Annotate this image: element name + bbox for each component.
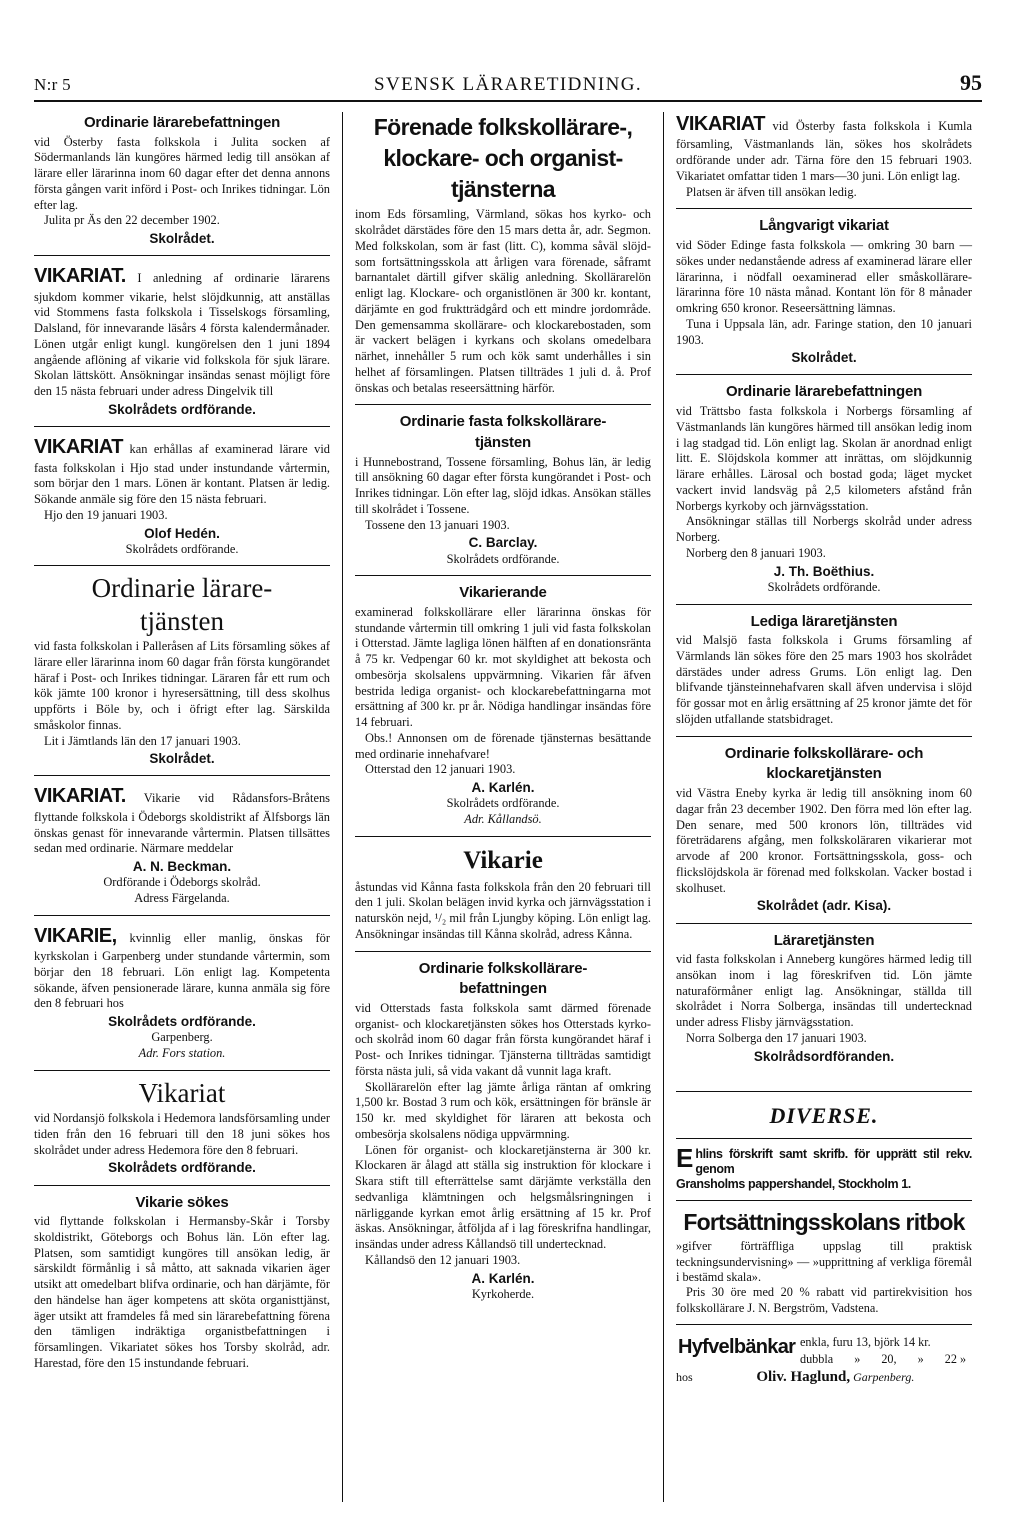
ad-body: vid Otterstads fasta folkskola samt därmed förenade organist- och klockaretjänsten sökes hos Otterstads kyrko- och skolråd inom 60 dagar från första kungörandet häraf i Post- och Inrikes tidningar. Tjänsterna tillträdas samtidigt första nästa juli, så vida vakant då vunnit laga kraft. <box>355 1000 651 1078</box>
table-row <box>678 1335 970 1350</box>
ad-body: vid flyttande folkskolan i Hermansby-Skår i Torsby skoldistrikt, Göteborgs och Bohus län. Lön efter lag. Platsen, som samtidigt kungöres till ansökan ledig, är särskildt förmånlig i så måtto, att saknada vikarien äger utsikt att omedelbart blifva ordinarie, och han därjämte, för den händelse han äger kompetens att sköta organisttjänst, äger utsikt att framdeles få med sin lärarebefattning förena den tämligen indräktiga organistbefattningen i församlingen. Vikariatet sökes hos Torsby skolråd, adr. Harestad, före den 15 instundande februari. <box>34 1214 330 1370</box>
ad-body <box>676 112 972 185</box>
ad-body: vid Västra Eneby kyrka är ledig till ansökning inom 60 dagar från 23 december 1902. Den förra med lön efter lag. Den senare, med 500 kronors lön, tillträdes vid företrädarens afgång, men folkskoläraren vikarierar mot arvode af 200 kronor. Fortsättningsskola, goss- och flickslöjdskola är förenad med folkskolan. Vacker bostad i skolhuset. <box>676 786 972 895</box>
ad-signature: A. Karlén. <box>471 780 535 796</box>
ad-signature-role: Skolrådets ordförande. <box>446 551 560 566</box>
divider <box>355 404 651 405</box>
divider <box>676 1091 972 1092</box>
ad-vikariat-tisselskog <box>34 264 330 418</box>
ad-place-date: Lit i Jämtlands län den 17 januari 1903. <box>44 733 241 748</box>
ad-body: »gifver förträffliga uppslag till praktisk teckningsundervisning» — »upprittning af verkliga föremål i bestämd skala». <box>676 1239 972 1285</box>
ad-vikariat-hjo <box>34 435 330 557</box>
ad-signature: C. Barclay. <box>468 535 538 551</box>
ad-ordinarie-folkskollarare-klockaretjansten-vastra-eneby <box>676 745 972 915</box>
ad-forenade-tjansterna-eds <box>355 115 651 396</box>
ad-body-text: vid Österby fasta folkskola i Kumla församling, Västmanlands län, sökes hos skolrådets ordförande under adr. Tärna före den 15 februari 1903. Vikariatet omfattar tiden 1 mars—30 juni. Lön enligt lag. <box>676 119 972 183</box>
ad-body: åstundas vid Kånna fasta folkskola från den 20 februari till den 1 juli. Skolan belägen invid kyrka och järnvägsstation i naturskön nejd, ¹/₂ mil från Ljungby köping. Lön enligt lag. Ansökningar insändas till Kånna skolråd, adress Kånna. <box>355 879 651 941</box>
ad-signature: Skolrådets ordförande. <box>108 1160 256 1176</box>
ad-footer-place: Garpenberg. <box>853 1370 915 1385</box>
ad-vikarie-garpenberg <box>34 924 330 1062</box>
ad-body-text: kvinnlig eller manlig, önskas för kyrkskolan i Garpenberg under stundande vårtermin, som börjar den 18 februari. Lön enligt lag. Kompetenta sökande, äfven pensionerade lärare, kunna anmäla sig före den 8 februari hos <box>34 930 330 1011</box>
ad-heading-line2: klockare- och organist- <box>383 144 623 171</box>
ad-runin-heading: VIKARIAT. <box>34 265 126 288</box>
divider <box>355 836 651 837</box>
ad-runin-heading: VIKARIE, <box>34 924 117 947</box>
ad-vikariat-kumla <box>676 112 972 200</box>
divider <box>355 951 651 952</box>
ad-ordinarie-lararetjansten-pallerasen <box>34 574 330 767</box>
ad-signature-address: Adress Färgelanda. <box>134 891 230 905</box>
ad-body: vid Malsjö fasta folkskola i Grums församling af Värmlands län sökes före den 25 mars 1903 hos skolrådet därstädes under adress Grums. Lön enligt lag. Den blifvande tjänsteinnehafvaren skall äfven undervisa i slöjd för gossar mot en årlig ersättning af 25 kronor jämte det för slöjden utfallande statsbidraget. <box>676 633 972 726</box>
divider <box>676 736 972 737</box>
ad-ordinarie-lararebefattningen-norberg <box>676 383 972 595</box>
column-2 <box>355 112 651 1502</box>
ad-title: Fortsättningsskolans ritbok <box>683 1208 965 1235</box>
ad-signature: Skolrådsordföranden. <box>753 1048 895 1064</box>
divider <box>676 208 972 209</box>
ad-body: vid Nordansjö folkskola i Hedemora landsförsamling under tiden från den 16 februari till den 18 juni sökes hos skolrådet under adress Hedemora före den 8 februari. <box>34 1111 330 1157</box>
divider <box>676 1200 972 1201</box>
ad-place-date: Kållandsö den 12 januari 1903. <box>365 1252 521 1267</box>
ad-place-date: Julita pr Äs den 22 december 1902. <box>44 213 220 228</box>
ad-dropcap: E <box>676 1142 694 1173</box>
ad-signature: Skolrådet. <box>791 350 857 366</box>
ad-heading: Vikariat <box>138 1077 226 1108</box>
ad-body-note: Obs.! Annonsen om de förenade tjänsternas besättande med ordinarie innehafvare! <box>355 730 651 761</box>
ad-body: examinerad folkskollärare eller lärarinna önskas för stundande vårtermin till omkring 1 juli vid fasta folkskolan i Otterstad. Jämte lagliga lönen hälften af en donationsränta å 75 kr. Vedpengar 60 kr. mot skyldighet att bekosta och ombesörja skolsalens uppvärmning. Vikarien får äfven bestrida lediga organist- och klockarebefattningarna mot ersättning af 300 kr. pr år. Nödiga handlingar insändas före 14 februari. <box>355 604 651 730</box>
ad-signature: A. N. Beckman. <box>132 859 232 875</box>
ad-heading-line1: Ordinarie folkskollärare- <box>418 959 588 977</box>
masthead <box>34 70 982 102</box>
divider <box>676 923 972 924</box>
ad-footer-name: Oliv. Haglund, <box>756 1369 851 1386</box>
ad-runin-heading: VIKARIAT <box>676 113 765 135</box>
divider <box>34 565 330 566</box>
ad-lararetjansten-anneberg <box>676 932 972 1065</box>
ad-vikarie-kanna <box>355 845 651 943</box>
divider <box>34 255 330 256</box>
ad-signature: Skolrådets ordförande. <box>108 401 256 417</box>
ad-signature: Olof Hedén. <box>144 525 220 541</box>
ad-heading-line3: tjänsterna <box>451 175 555 202</box>
divider <box>34 426 330 427</box>
ad-langvarigt-vikariat-soder-edinge <box>676 217 972 366</box>
ad-heading-line1: Förenade folkskollärare-, <box>373 114 633 140</box>
ad-place-date: Norra Solberga den 17 januari 1903. <box>686 1030 867 1045</box>
divider <box>34 775 330 776</box>
column-rule <box>342 112 343 1502</box>
ad-body-2: Pris 30 öre med 20 % rabatt vid partirekvisition hos folkskollärare J. N. Bergström, Vadstena. <box>676 1285 972 1315</box>
ad-heading: Lediga läraretjänsten <box>750 612 898 630</box>
divider <box>676 1138 972 1139</box>
ad-place-date: Otterstad den 12 januari 1903. <box>365 762 516 777</box>
ad-signature: Skolrådets ordförande. <box>108 1014 256 1030</box>
ad-signature-role: Skolrådets ordförande. <box>125 541 239 556</box>
ad-signature-role: Skolrådets ordförande. <box>767 579 881 594</box>
ad-heading-line2: tjänsten <box>140 605 224 636</box>
price-table <box>676 1333 972 1368</box>
ad-place-date: Tuna i Uppsala län, adr. Faringe station, den 10 januari 1903. <box>676 316 972 347</box>
ad-signature: J. Th. Boëthius. <box>773 563 875 579</box>
ad-line-2: Gransholms pappershandel, Stockholm 1. <box>676 1176 911 1191</box>
price-row-2: dubbla » 20, » 22 » <box>799 1351 967 1366</box>
ad-body <box>34 784 330 857</box>
ad-place-date: Tossene den 13 januari 1903. <box>365 517 510 532</box>
ad-runin-heading: VIKARIAT. <box>34 785 126 808</box>
ad-heading: Vikarie sökes <box>135 1193 229 1211</box>
ad-title: Hyfvelbänkar <box>678 1336 796 1359</box>
ad-body <box>34 924 330 1012</box>
ad-heading: Långvarigt vikariat <box>759 217 889 235</box>
divider <box>355 575 651 576</box>
ad-ehlins-forskrift <box>676 1142 972 1192</box>
publication-title: SVENSK LÄRARETIDNING. <box>374 74 642 95</box>
ad-body: vid fasta folkskolan i Anneberg kungöres härmed ledig till ansökan inom i lag föreskrifven tid. Lön jämte naturaförmåner enligt lag. Ansökningar, ställda till skolrådet i Norra Solberga, insändas till undertecknad under adress Flisby järnvägsstation. <box>676 952 972 1030</box>
column-rule <box>663 112 664 1502</box>
ad-signature-address: Adr. Fors station. <box>138 1046 226 1061</box>
divider <box>676 604 972 605</box>
ad-vikariat-odeborg <box>34 784 330 906</box>
ad-place-date: Norberg den 8 januari 1903. <box>686 545 826 560</box>
ad-heading-line1: Ordinarie folkskollärare- och <box>724 744 924 762</box>
ad-runin-heading: VIKARIAT <box>34 436 123 459</box>
divider <box>676 1324 972 1325</box>
ad-heading-line2: tjänsten <box>475 433 531 451</box>
ad-heading: Vikarierande <box>459 584 547 602</box>
ad-signature-address: Adr. Kållandsö. <box>464 812 542 827</box>
ad-heading: Ordinarie lärarebefattningen <box>725 383 923 401</box>
ad-ordinarie-folkskollararebefattningen-otterstad <box>355 960 651 1303</box>
ad-body: vid fasta folkskolan i Palleråsen af Lits församling sökes af lärare eller lärarinna inom 60 dagar från första kungörandet häraf i Post- och Inrikes tidningar. Läraren får ett rum och kök jämte 100 kronor i hyresersättning, till dess skolhus uppförts i Böle by, och i öfrigt efter lag. Särskilda småskolor finnas. <box>34 639 330 732</box>
ad-lediga-lararetjansten-malsjo <box>676 613 972 728</box>
ad-heading: Vikarie <box>463 846 543 874</box>
ad-footer-prefix: hos <box>676 1370 693 1385</box>
column-container <box>34 112 982 1502</box>
section-heading-diverse: DIVERSE. <box>769 1102 879 1128</box>
ad-signature-role: Kyrkoherde. <box>471 1286 535 1301</box>
ad-ordinarie-fasta-folkskollarartjansten-tossene <box>355 413 651 567</box>
divider <box>34 915 330 916</box>
ad-body-2: Skollärarelön efter lag jämte årliga räntan af omkring 1,500 kr. Bostad 3 rum och kök, ersättningen för bränsle är 150 kr. med skyldighet för läraren att bekosta och ombesörja skolsalens nödiga uppvärmning. <box>355 1079 651 1141</box>
ad-line-1: hlins förskrift samt skrifb. för upprätt stil rekv. genom <box>695 1146 972 1176</box>
ad-body <box>34 264 330 400</box>
ad-body-3: Lönen för organist- och klockaretjänsterna är 300 kr. Klockaren är ålagd att ställa sig instruktion för klockare i Skara stift till efterrättelse samt därjämte verkställa den sedvanliga klämtningen och helgsmålsringningen i närliggande kyrkan emot årlig ersättning af 15 kr. Prof äskas. Ansökningar, åtföljda af i lag föreskrifna handlingar, insändas under adress Kållandsö till undertecknad. <box>355 1142 651 1252</box>
ad-signature-place: Garpenberg. <box>151 1030 213 1045</box>
ad-signature: Skolrådet. <box>149 751 215 767</box>
divider <box>34 1070 330 1071</box>
ad-heading-line1: Ordinarie lärare- <box>91 573 273 604</box>
ad-signature: Skolrådet. <box>149 231 215 247</box>
ad-body: vid Trättsbo fasta folkskola i Norbergs församling af Västmanlands län kungöres härmed till ansökan ledig inom i lag stadgad tid. Lön enligt lag. Skolan är anordnad enligt litt. E. Slöjdskola kommer att inrättas, om slöjdkunnig lärare erhålles. Lärosal och bostad goda; läget mycket vackert invid landsväg på 2,5 kilometers afstånd från Norbergs kyrkoby och järnvägsstation. <box>676 404 972 513</box>
ad-body: vid Söder Edinge fasta folkskola — omkring 30 barn — sökes under nedanstående adress af examinerad lärare eller lärarinna, i nödfall oexaminerad eller småskollärare-lärarinna före 10 nästa månad. Kontant lön för 8 månader omkring 650 kronor. Reseersättning lämnas. <box>676 238 972 316</box>
ad-body: i Hunnebostrand, Tossene församling, Bohus län, är ledig till ansökning 60 dagar efter första kungörandet i Post- och Inrikes tidningar. Lön efter lag, slöjd idkas. Ansökan ställes till skolrådet i Tossene. <box>355 454 651 516</box>
ad-body-2: Ansökningar ställas till Norbergs skolråd under adress Norberg. <box>676 514 972 545</box>
divider <box>34 1185 330 1186</box>
ad-body-2: Platsen är äfven till ansökan ledig. <box>686 184 857 199</box>
ad-signature: Skolrådet (adr. Kisa). <box>756 898 892 914</box>
ad-body: vid Österby fasta folkskola i Julita socken af Södermanlands län kungöres härmed ledig till ansökan af lärare eller lärarinna inom 60 dagar efter det denna annons första gången varit införd i Post- och Inrikes tidningar. Lön efter lag. <box>34 134 330 212</box>
ad-signature: A. Karlén. <box>471 1270 535 1286</box>
ad-vikarie-sokes-torsby <box>34 1194 330 1372</box>
ad-signature-role: Ordförande i Ödeborgs skolråd. <box>103 875 261 890</box>
ad-body: inom Eds församling, Värmland, sökas hos kyrko- och skolrådet därstädes före den 15 mars detta år, adr. Segmon. Med folkskolan, som är fast (litt. C), komma såväl slöjd- som fortsättningsskola att årligen vara förenade, såframt barnantalet därtill gifver skälig anledning. Skollärarelön enligt lag. Klockare- och organistlönen är 300 kr. kontant, därjämte en god fruktträdgård och ett mindre jordområde. Den gemensamma skollärare- och klockarebostaden, som är vackert belägen i kyrkans och skolans omedelbara närhet, innehåller 5 rum och kök samt underhålles i sin helhet af församlingen. Platsen tillträdes 1 juli d. å. Prof önskas och betalas reseersättning härför. <box>355 207 651 395</box>
ad-ordinarie-lararebefattningen-julita <box>34 114 330 247</box>
ad-vikariat-nordansjo <box>34 1079 330 1177</box>
ad-fortsattningsskolans-ritbok <box>676 1209 972 1316</box>
ad-body <box>34 435 330 508</box>
column-3 <box>676 112 972 1502</box>
ad-heading-line1: Ordinarie fasta folkskollärare- <box>399 413 607 431</box>
page-number: 95 <box>960 70 982 95</box>
issue-number: N:r 5 <box>34 75 71 94</box>
price-row-1: enkla, furu 13, björk 14 kr. <box>799 1335 931 1350</box>
ad-signature-role: Skolrådets ordförande. <box>446 796 560 811</box>
ad-body-text: Vikarie vid Rådansfors-Bråtens flyttande folkskola i Ödeborgs skoldistrikt af Älfsborgs län önskas genast för innevarande vårtermin. Platsen tillsättes sedan med ordinarie. Närmare meddelar <box>34 791 330 856</box>
column-1 <box>34 112 330 1502</box>
ad-heading-line2: klockaretjänsten <box>766 765 882 783</box>
ad-heading: Läraretjänsten <box>773 931 875 949</box>
ad-hyfvelbankar <box>676 1333 972 1386</box>
ad-footer <box>676 1368 972 1386</box>
ad-body-text: I anledning af ordinarie lärarens sjukdom kommer vikarie, helst slöjdkunnig, att anställas vid Stommens fasta folkskola i Tisselskogs församling, Dalsland, för innevarande läsårs 4 första kalendermånader. Lönen utgår enligt kungl. kungörelsen den 1 juni 1894 angående aflöning af vikarie vid folkskola för sjuk lärare. Skolan lättskött. Ansökningar insändas senast möjligt före den 15 nästa februari under adress Dingelvik till <box>34 271 330 399</box>
divider <box>676 374 972 375</box>
ad-heading: Ordinarie lärarebefattningen <box>83 114 281 131</box>
ad-heading-line2: befattningen <box>459 980 547 998</box>
ad-vikarierande-otterstad <box>355 584 651 828</box>
ad-place-date: Hjo den 19 januari 1903. <box>44 507 168 522</box>
ad-body-text: kan erhållas af examinerad lärare vid fasta folkskolan i Hjo stad under instundande vårtermin, som börjar den 1 mars. Lönen är kontant. Platsen är ledig. Sökande anmäle sig före den 15 nästa februari. <box>34 442 330 506</box>
